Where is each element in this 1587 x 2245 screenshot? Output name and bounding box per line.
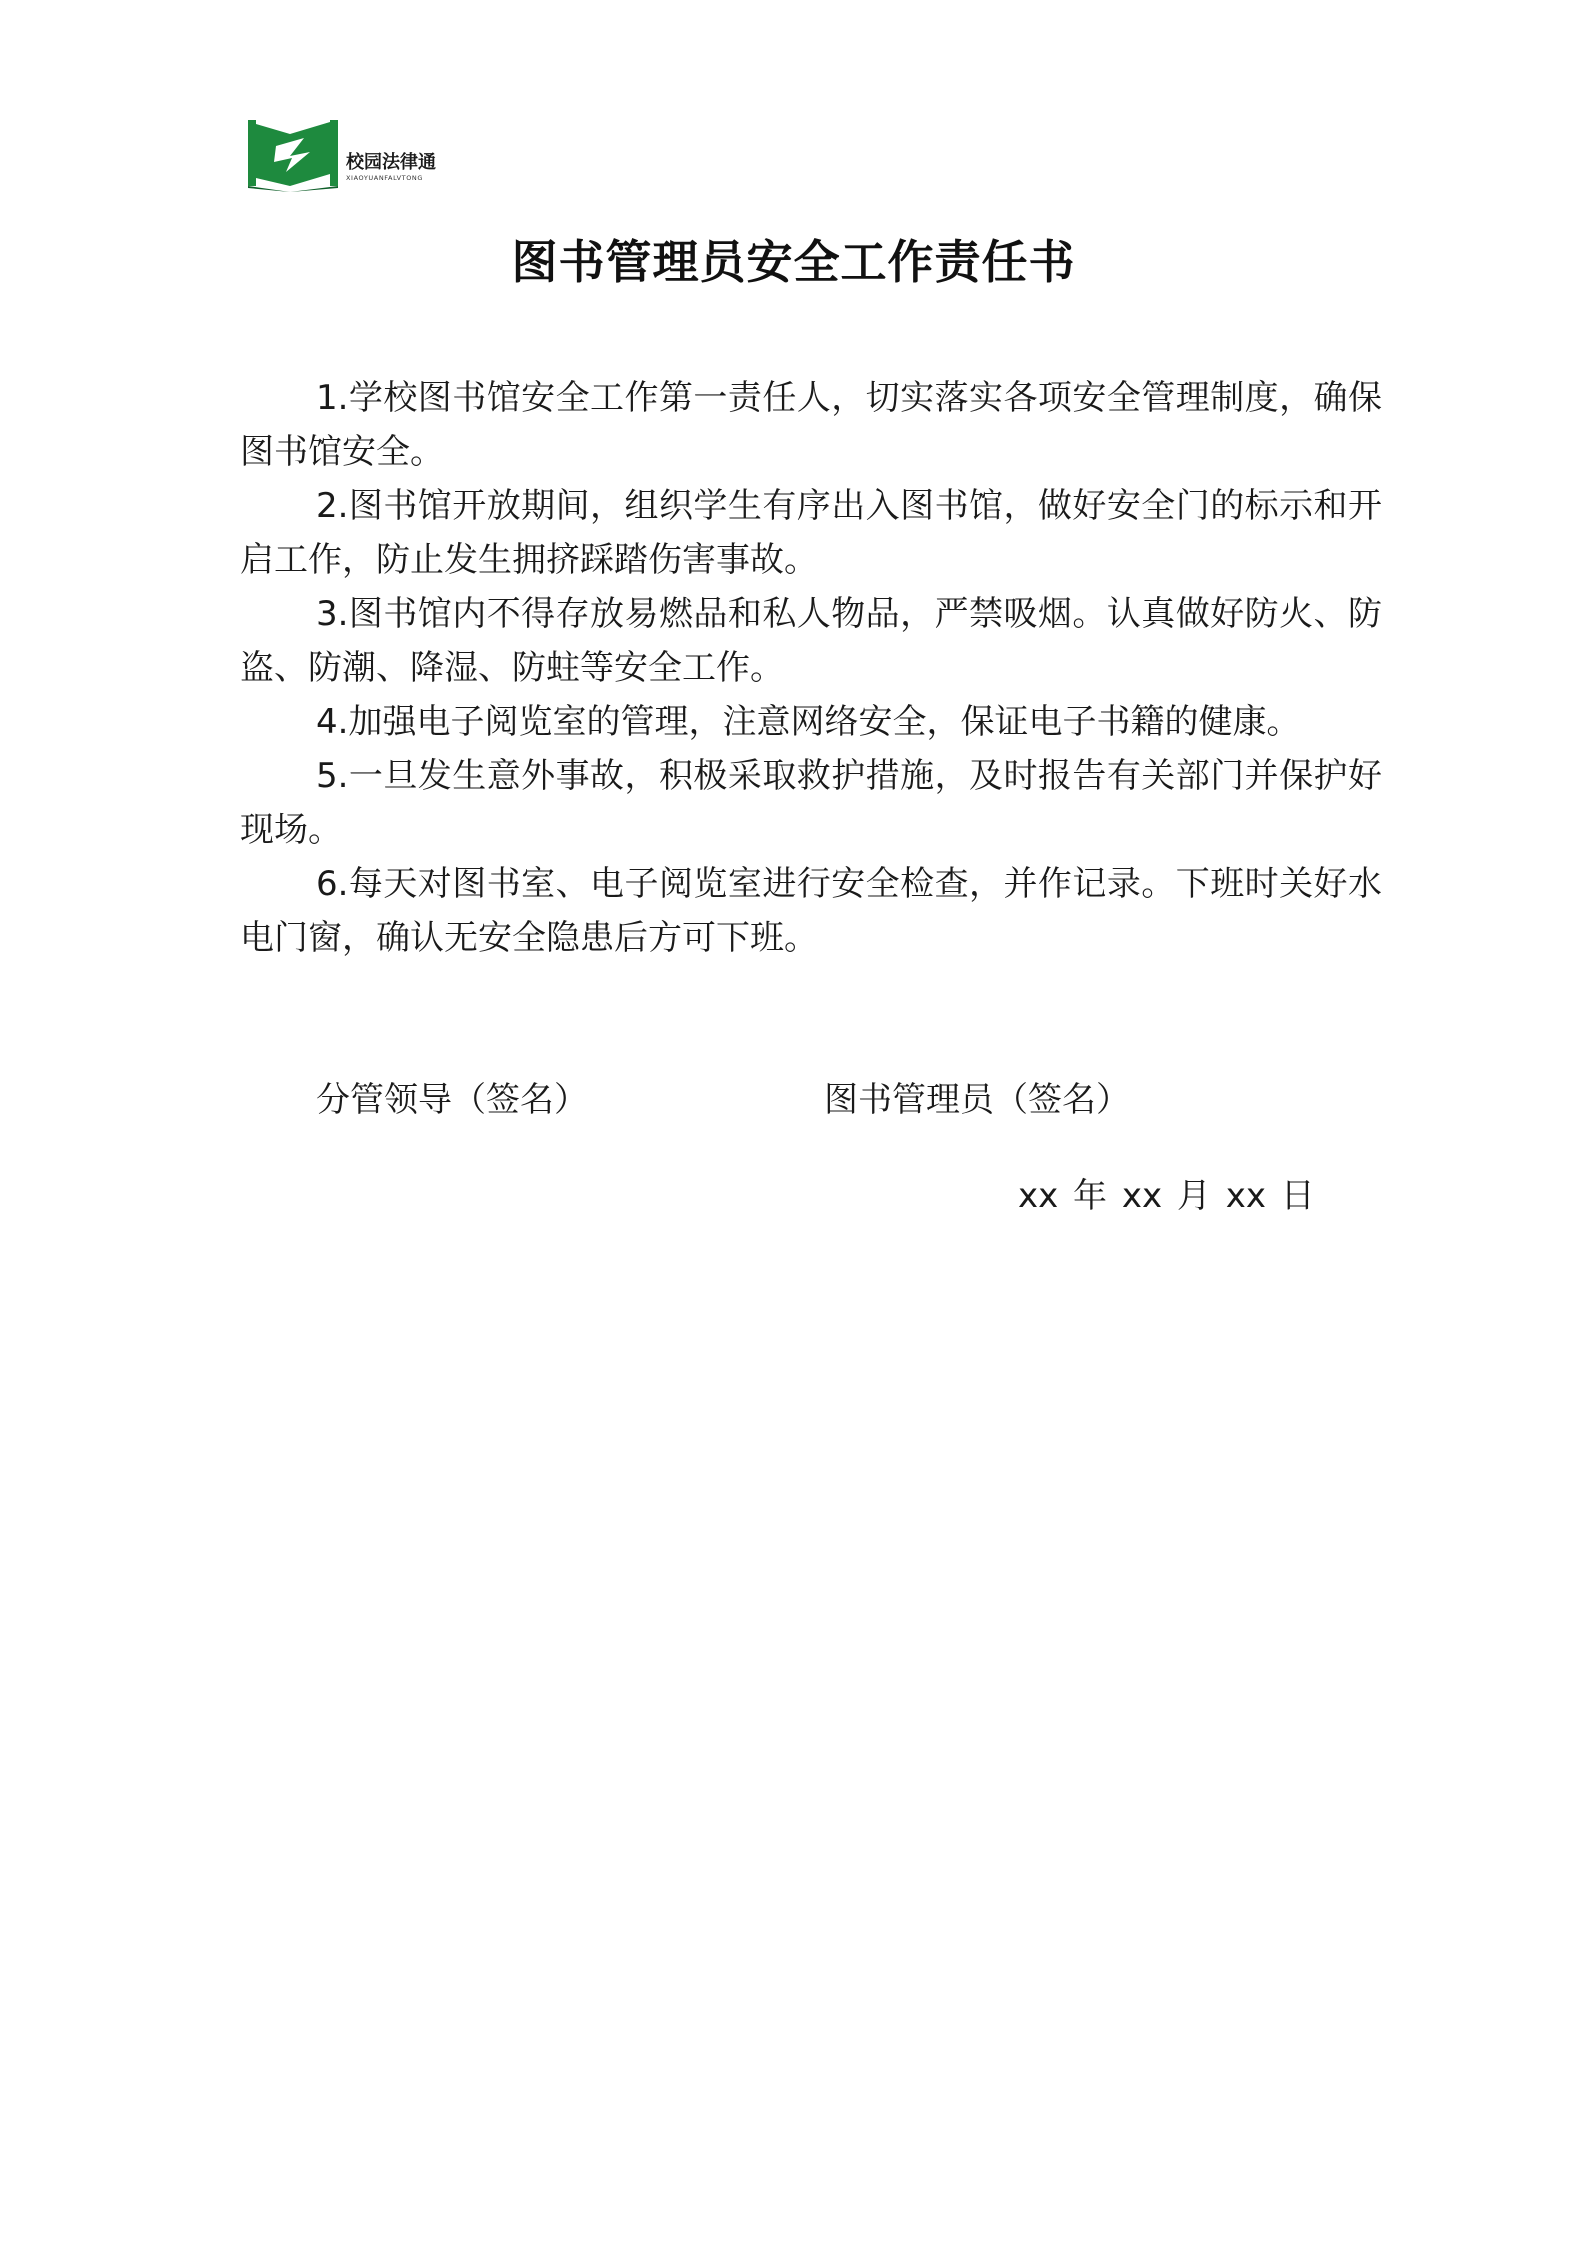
paragraph-5: 5.一旦发生意外事故，积极采取救护措施，及时报告有关部门并保护好现场。 bbox=[240, 756, 1382, 850]
supervisor-signature-label: 分管领导（签名） bbox=[316, 1080, 588, 1120]
paragraph-1: 1.学校图书馆安全工作第一责任人，切实落实各项安全管理制度，确保图书馆安全。 bbox=[240, 378, 1382, 472]
book-logo-icon bbox=[246, 116, 466, 192]
paragraph-3: 3.图书馆内不得存放易燃品和私人物品，严禁吸烟。认真做好防火、防盗、防潮、降湿、防蛀等安全工作。 bbox=[240, 594, 1382, 688]
signing-date: xx 年 xx 月 xx 日 bbox=[1018, 1176, 1315, 1216]
logo-name-cn: 校园法律通 bbox=[346, 152, 436, 173]
paragraph-2: 2.图书馆开放期间，组织学生有序出入图书馆，做好安全门的标示和开启工作，防止发生拥挤踩踏伤害事故。 bbox=[240, 486, 1382, 580]
logo-name-en: XIAOYUANFALVTONG bbox=[346, 174, 424, 182]
paragraph-4: 4.加强电子阅览室的管理，注意网络安全，保证电子书籍的健康。 bbox=[316, 702, 1301, 742]
paragraph-6: 6.每天对图书室、电子阅览室进行安全检查，并作记录。下班时关好水电门窗，确认无安全隐患后方可下班。 bbox=[240, 864, 1382, 958]
document-title: 图书管理员安全工作责任书 bbox=[511, 235, 1076, 289]
librarian-signature-label: 图书管理员（签名） bbox=[824, 1080, 1130, 1120]
school-law-logo bbox=[246, 116, 466, 192]
document-body bbox=[240, 371, 1382, 965]
